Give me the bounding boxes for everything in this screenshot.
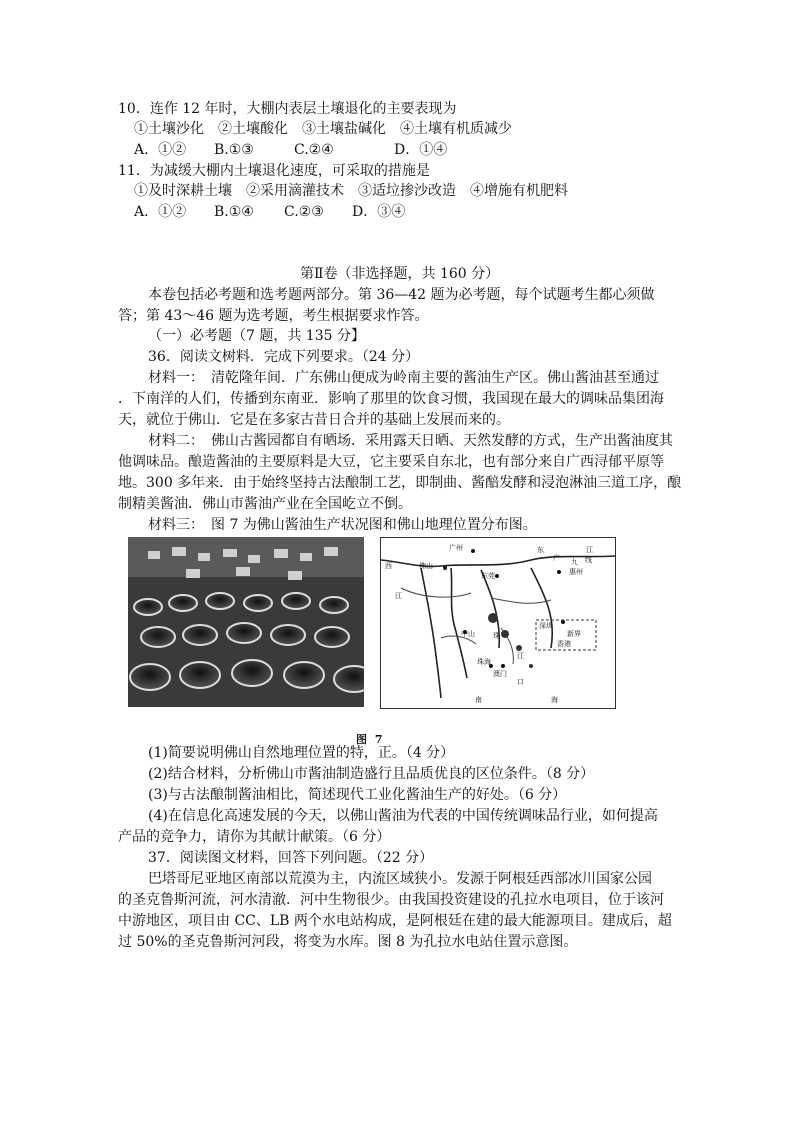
map-label-nan: 南 [475,696,482,704]
q36-material2-line4: 制精美酱油．佛山市酱油产业在全国屹立不倒。 [118,496,412,512]
q36-material1-line3: 天，就位于佛山．它是在多家古昔日合并的基础上发展而来的。 [118,412,510,428]
q11-option-c: C.②③ [284,204,324,220]
map-label-zhu: 珠 [493,632,500,640]
q11-option-d: D．③④ [352,204,406,220]
map-label-xianggang: 香港 [557,640,571,648]
q36-material2-line2: 他调味品。酿造酱油的主要原料是大豆，它主要采自东北，也有部分来自广西浔郁平原等 [118,454,664,470]
map-label-jiang1: 江 [586,546,593,554]
map-label-shenzhen: 深圳 [539,622,553,630]
q10-option-b: B.①③ [214,142,254,158]
map-label-xian: 线 [585,556,592,564]
required-section-heading: （一）必考题（7 题，共 135 分】 [148,328,365,344]
q11-options [134,202,405,222]
map-label-zhuhai: 珠海 [477,658,491,666]
q36-material3: 材料三： 图 7 为佛山酱油生产状况图和佛山地理位置分布图。 [148,517,537,533]
q36-sub1: (1)简要说明佛山自然地理位置的特，正。（4 分） [148,745,455,761]
q37-paragraph-line3: 中游地区，项目由 CC、LB 两个水电站构成，是阿根廷在建的最大能源项目。建成后，超 [118,913,672,929]
q10-options [134,140,447,160]
foshan-location-map [380,537,616,709]
q37-paragraph-line1: 巴塔哥尼亚地区南部以荒漠为主，内流区域狭小。发源于阿根廷西部冰川国家公园 [148,871,652,887]
q37-paragraph-line2: 的圣克鲁斯河流，河水清澈．河中生物很少。由我国投资建设的孔拉水电项目，位于该河 [118,892,664,908]
q36-stem: 36．阅读文树料．完成下列要求。（24 分） [148,349,420,365]
q11-items: ①及时深耕土壤 ②采用滴灌技术 ③适垃掺沙改造 ④增施有机肥料 [134,183,568,199]
part2-intro-line2: 答；第 43～46 题为选考题，考生根据要求怍答。 [118,308,429,324]
map-label-xi: 西 [385,562,392,570]
map-label-xinjie: 新界 [567,630,581,638]
map-label-kou: 口 [517,678,524,686]
q36-sub4-line1: (4)在信息化高速发展的今天，以佛山酱油为代表的中国传统调味品行业，如何提高 [148,808,658,824]
q37-paragraph-line4: 过 50%的圣克鲁斯河河段，将变为水库。图 8 为孔拉水电站住置示意图。 [118,934,578,950]
q11-option-a: A．①② [134,204,187,220]
q10-option-c: C.②④ [294,142,334,158]
q36-material1-line2: ．下南洋的人们，传播到东南亚．影响了那里的饮食习惯，我国现在最大的调味品集团海 [118,391,664,407]
part2-title: 第Ⅱ卷（非选择题，共 160 分） [300,266,500,282]
soy-sauce-vats-photo [128,537,364,707]
q36-sub3: (3)与古法酿制酱油相比，简述现代工业化酱油生产的好处。（6 分） [148,787,567,803]
map-label-jiang3: 江 [517,652,524,660]
map-label-huizhou: 惠州 [569,568,583,576]
q37-stem: 37．阅读图文材料，回答下列问题。（22 分） [148,850,434,866]
map-label-hai: 海 [551,696,558,704]
map-label-guang: 广 [553,554,560,562]
q36-sub2: (2)结合材料，分析佛山市酱油制造盛行且品质优良的区位条件。（8 分） [148,766,595,782]
map-label-dong: 东 [537,546,544,554]
map-label-jiu: 九 [571,558,578,566]
map-label-jiang2: 江 [395,592,402,600]
q36-sub4-line2: 产品的竞争力，请你为其献计献策。（6 分） [118,829,391,845]
map-label-aomen: 澳门 [493,670,507,678]
map-label-foshan: 佛山 [419,562,433,570]
part2-intro-line1: 本卷包括必考题和选考题两部分。第 36—42 题为必考题，每个试题考生都心须做 [148,287,655,303]
q10-items: ①土壤沙化 ②土壤酸化 ③土壤盐碱化 ④土壤有机质减少 [134,121,512,137]
q36-material2-line3: 地。300 多年来．由于始终坚持古法酿制工艺，即制曲、酱醅发酵和浸泡淋油三道工序，酿 [118,475,682,491]
figure-caption: 图 7 [356,733,385,746]
map-label-dongguan: 东莞 [481,572,495,580]
q36-material1-line1: 材料一： 清乾隆年间．广东佛山便成为岭南主要的酱油生产区。佛山酱油甚至通过 [148,370,659,386]
q11-stem: 11．为减缓大棚内土壤退化速度，可采取的措施是 [118,163,430,179]
map-label-guangzhou: 广州 [449,544,463,552]
q11-option-b: B.①④ [214,204,254,220]
q36-material2-line1: 材料二： 佛山古酱园都自有晒场．采用露天日晒、天然发酵的方式，生产出酱油度其 [148,433,673,449]
q10-stem: 10．连作 12 年时，大棚内表层土壤退化的主要表现为 [118,101,457,117]
q10-option-a: A．①② [134,142,187,158]
map-label-zhongshan: 中山 [461,630,475,638]
q10-option-d: D．①④ [394,142,448,158]
